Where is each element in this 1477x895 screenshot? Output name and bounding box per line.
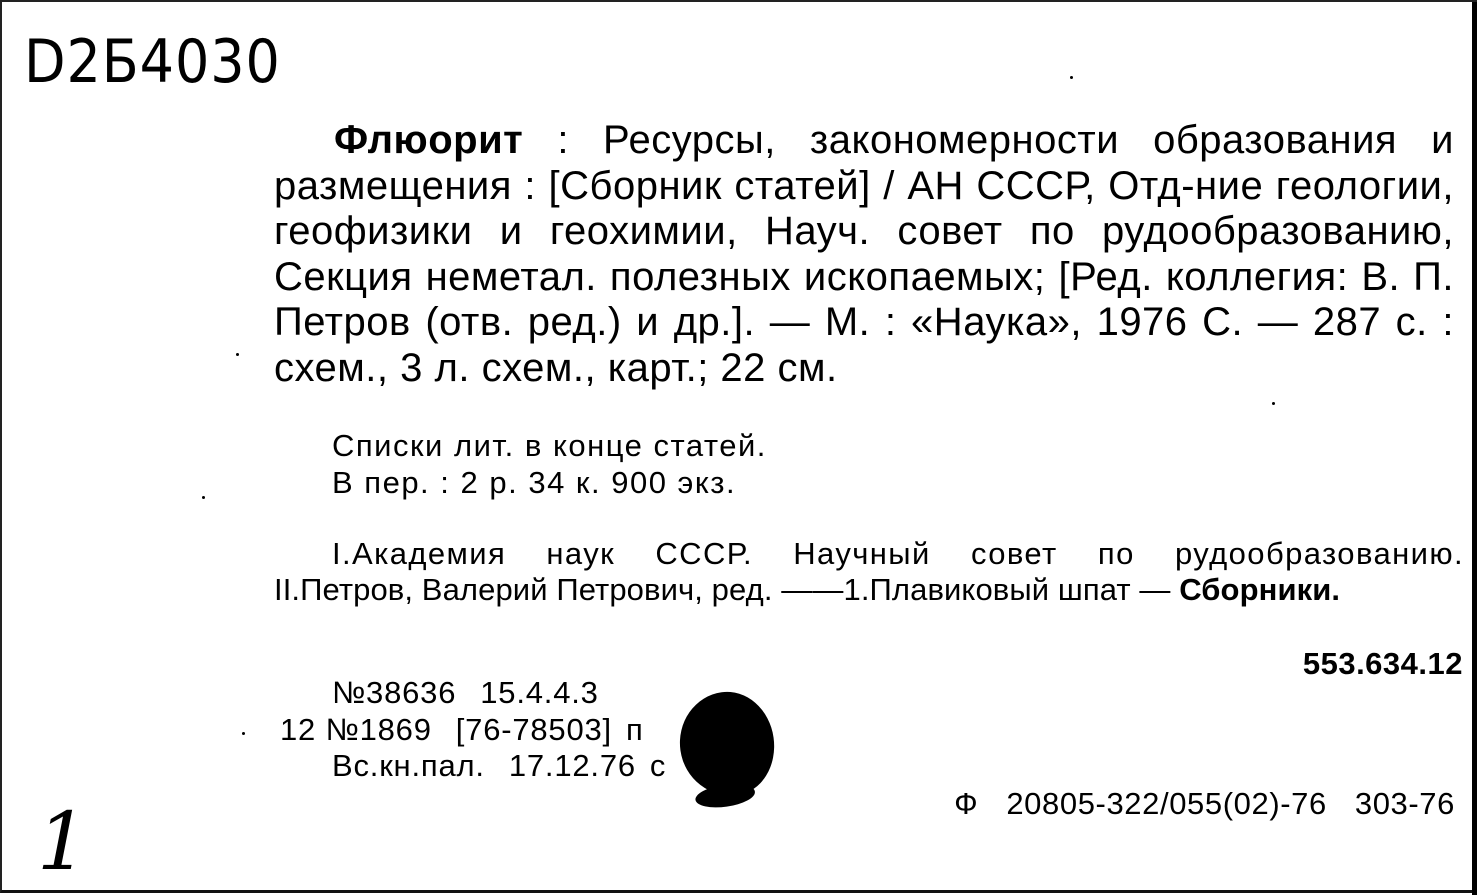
accounting-trail: с — [649, 748, 667, 783]
description-body: : Ресурсы, закономерности образования и размещения : [Сборник статей] / АН СССР, Отд-ние геологии, геофизики и геохимии, Науч. совет по рудообразованию, Секция неметал. полезных ископаемых; [Ред. коллегия: В. П. Петров (отв. ред.) и др.]. — М. : «Наука», 1976 С. — 287 с. : схем., 3 л. схем., карт.; 22 см. — [274, 118, 1454, 390]
bibliographic-description — [274, 118, 1454, 391]
tracing-line-2-subject: Сборники. — [1179, 572, 1341, 607]
imprint-code-value: 20805-322/055(02)-76 — [1006, 786, 1327, 821]
tracing-line-2-text: II.Петров, Валерий Петрович, ред. ——1.Плавиковый шпат — — [274, 572, 1180, 607]
handwritten-digit: 1 — [37, 795, 88, 888]
accounting-row-2 — [280, 714, 644, 745]
chamber-label: Вс.кн.пал. — [332, 748, 485, 783]
chamber-date: 17.12.76 — [508, 748, 636, 783]
accounting-number: №1869 — [325, 712, 432, 747]
speck — [1272, 402, 1275, 405]
accounting-code: 15.4.4.3 — [480, 675, 599, 710]
book-title: Флюорит — [334, 118, 524, 162]
udc-classification: 553.634.12 — [1302, 646, 1463, 681]
note-bibliography: Списки лит. в конце статей. — [332, 428, 767, 463]
imprint-code — [954, 786, 1455, 822]
speck — [1070, 76, 1073, 79]
speck — [202, 496, 205, 499]
accounting-row-3 — [332, 750, 666, 781]
accounting-code: [76-78503] — [455, 712, 612, 747]
accounting-prefix: 12 — [280, 712, 317, 747]
tracing-line-2 — [274, 572, 1464, 608]
tracing — [274, 536, 1464, 608]
accounting-number: №38636 — [332, 675, 457, 710]
call-number: D2Б4030 — [24, 27, 281, 97]
speck — [242, 732, 245, 735]
card-edge — [1472, 2, 1477, 895]
ink-blot — [673, 686, 781, 802]
imprint-symbol: Ф — [954, 786, 979, 821]
imprint-number: 303-76 — [1354, 786, 1455, 821]
speck — [236, 353, 239, 356]
accounting-row-1 — [332, 677, 599, 708]
tracing-line-1: I.Академия наук СССР. Научный совет по рудообразованию. — [332, 536, 1464, 571]
note-price: В пер. : 2 р. 34 к. 900 экз. — [332, 465, 737, 500]
accounting-trail: п — [625, 712, 644, 747]
